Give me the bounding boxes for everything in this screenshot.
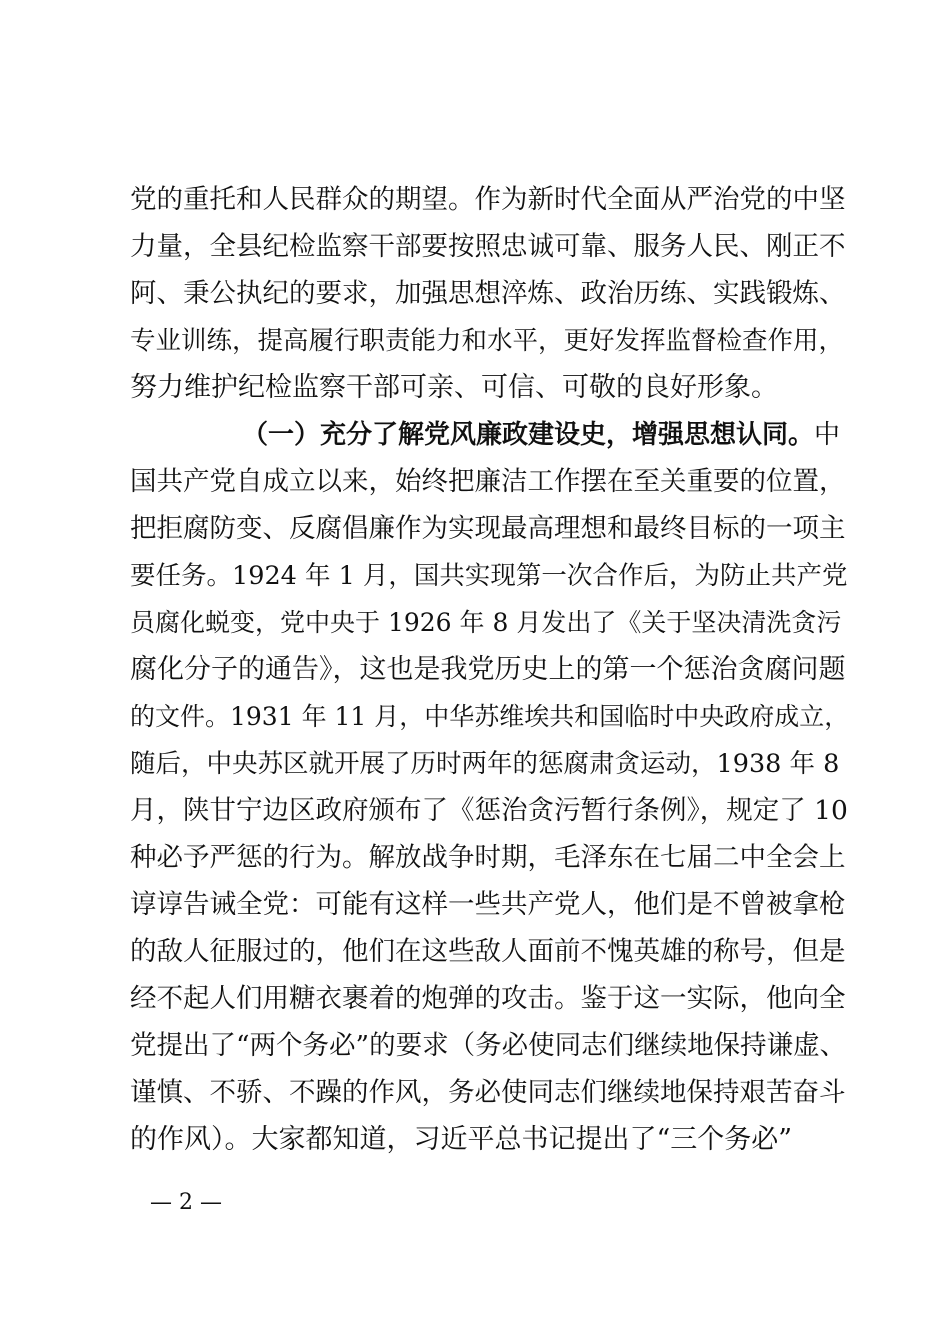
paragraph-line: 专业训练，提高履行职责能力和水平，更好发挥监督检查作用， bbox=[130, 326, 845, 356]
paragraph-line: 努力维护纪检监察干部可亲、可信、可敬的良好形象。 bbox=[130, 372, 778, 403]
paragraph-line: 党提出了“两个务必”的要求（务必使同志们继续地保持谦虚、 bbox=[130, 1030, 847, 1061]
paragraph-line: 谆谆告诫全党：可能有这样一些共产党人，他们是不曾被拿枪 bbox=[130, 889, 846, 920]
paragraph-line: 腐化分子的通告》，这也是我党历史上的第一个惩治贪腐问题 bbox=[130, 654, 846, 685]
paragraph-line: 经不起人们用糖衣裹着的炮弹的攻击。鉴于这一实际，他向全 bbox=[130, 983, 846, 1014]
heading-line-continuation: 中 bbox=[814, 420, 841, 450]
paragraph-line: 的作风）。大家都知道，习近平总书记提出了“三个务必” bbox=[130, 1124, 793, 1155]
paragraph-line: 要任务。1924 年 1 月，国共实现第一次合作后，为防止共产党 bbox=[130, 561, 848, 591]
paragraph-line: 的文件。1931 年 11 月，中华苏维埃共和国临时中央政府成立， bbox=[130, 702, 850, 731]
paragraph-line: 的敌人征服过的，他们在这些敌人面前不愧英雄的称号，但是 bbox=[130, 936, 846, 967]
paragraph-line: 力量，全县纪检监察干部要按照忠诚可靠、服务人民、刚正不 bbox=[130, 231, 846, 262]
paragraph-line: 阿、秉公执纪的要求，加强思想淬炼、政治历练、实践锻炼、 bbox=[130, 278, 846, 309]
paragraph-line: 月，陕甘宁边区政府颁布了《惩治贪污暂行条例》，规定了 10 bbox=[130, 795, 848, 826]
section-heading-line bbox=[242, 417, 840, 453]
paragraph-line: 国共产党自成立以来，始终把廉洁工作摆在至关重要的位置， bbox=[130, 466, 846, 497]
paragraph-line: 党的重托和人民群众的期望。作为新时代全面从严治党的中坚 bbox=[130, 184, 846, 215]
paragraph-line: 随后，中央苏区就开展了历时两年的惩腐肃贪运动，1938 年 8 bbox=[130, 749, 840, 779]
paragraph-line: 种必予严惩的行为。解放战争时期，毛泽东在七届二中全会上 bbox=[130, 842, 846, 873]
paragraph-line: 谨慎、不骄、不躁的作风，务必使同志们继续地保持艰苦奋斗 bbox=[130, 1077, 846, 1108]
paragraph-line: 员腐化蜕变，党中央于 1926 年 8 月发出了《关于坚决清洗贪污 bbox=[130, 608, 842, 637]
paragraph-line: 把拒腐防变、反腐倡廉作为实现最高理想和最终目标的一项主 bbox=[130, 513, 846, 544]
section-heading: （一）充分了解党风廉政建设史，增强思想认同。 bbox=[242, 420, 815, 450]
page-number: — 2 — bbox=[150, 1190, 222, 1215]
